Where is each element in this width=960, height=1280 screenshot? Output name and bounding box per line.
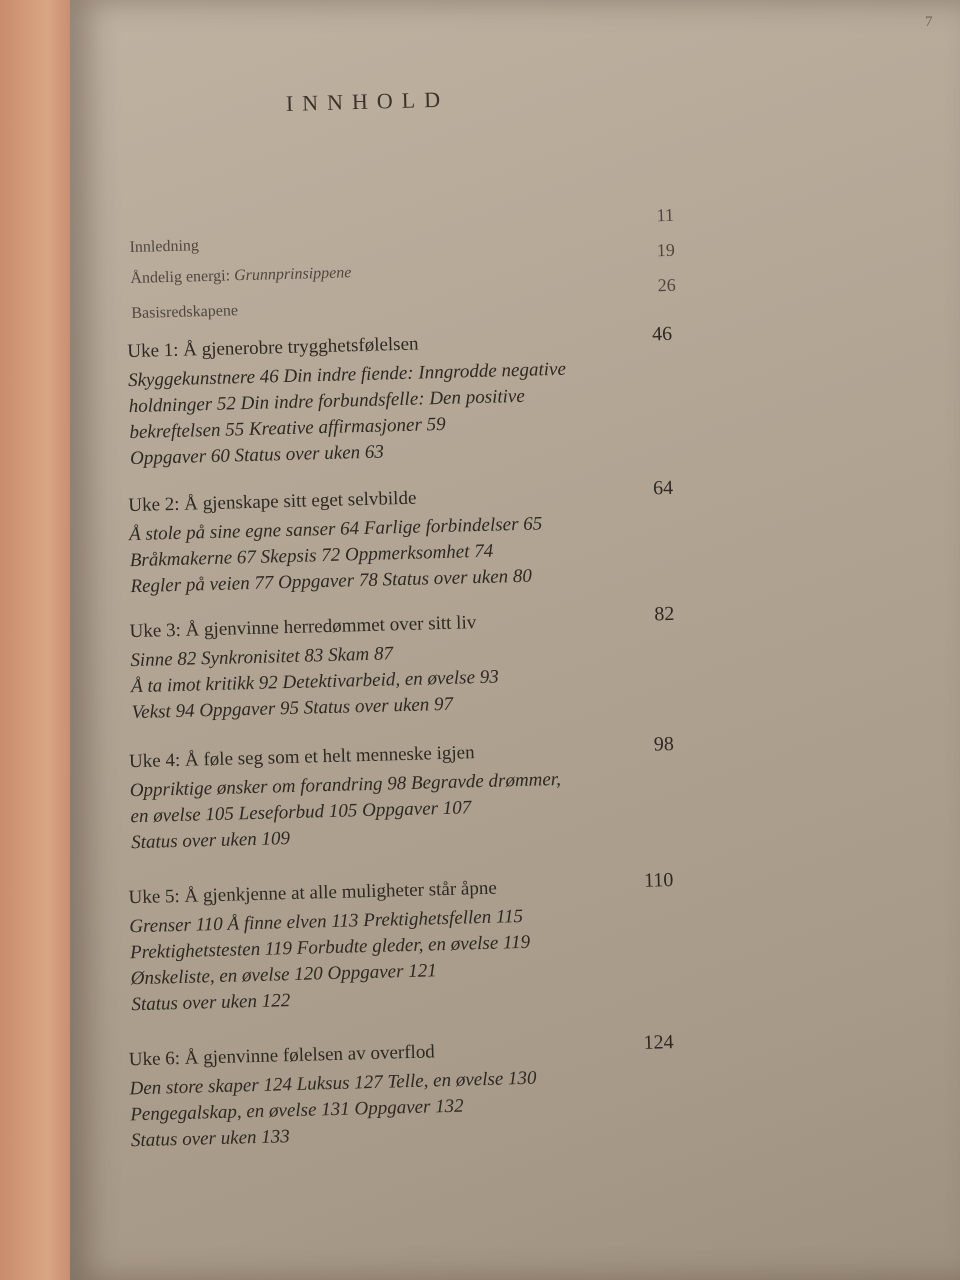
section-heading: Uke 2: Å gjenskape sitt eget selvbilde: [128, 487, 417, 517]
section-line: Pengegalskap, en øvelse 131 Oppgaver 132: [130, 1095, 464, 1126]
toc-entry-label: Basisredskapene: [131, 302, 239, 323]
toc-section-week-5: [128, 869, 676, 1018]
section-line: Skyggekunstnere 46 Din indre fiende: Inngrodde negative: [127, 358, 567, 392]
section-line: Oppriktige ønsker om forandring 98 Begravde drømmer,: [129, 768, 562, 802]
toc-section-week-4: [128, 732, 677, 856]
section-line: Ønskeliste, en øvelse 120 Oppgaver 121: [130, 960, 437, 990]
section-heading: Uke 4: Å føle seg som et helt menneske igjen: [128, 742, 475, 773]
toc-entry-page: 19: [656, 239, 676, 261]
toc-entry-label: Åndelig energi: Grunnprinsippene: [130, 264, 352, 288]
toc-section-week-6: [128, 1031, 677, 1154]
toc-section-week-3: [129, 602, 677, 726]
section-page: 64: [652, 476, 674, 500]
page-number: 7: [925, 14, 933, 30]
section-page: 46: [651, 322, 673, 346]
section-page: 82: [654, 602, 675, 626]
section-line: Prektighetstesten 119 Forbudte gleder, en øvelse 119: [129, 931, 531, 964]
toc-entry-page: 26: [657, 274, 677, 296]
section-line: holdninger 52 Din indre forbundsfelle: Den positive: [128, 385, 526, 418]
section-line: bekreftelsen 55 Kreative affirmasjoner 59: [129, 413, 446, 444]
section-line: Regler på veien 77 Oppgaver 78 Status over uken 80: [130, 565, 533, 598]
section-line: Bråkmakerne 67 Skepsis 72 Oppmerksomhet 74: [129, 540, 494, 572]
section-line: en øvelse 105 Leseforbud 105 Oppgaver 107: [130, 797, 472, 828]
section-line: Å stole på sine egne sanser 64 Farlige forbindelser 65: [128, 513, 543, 546]
contents-title: INNHOLD: [285, 86, 450, 116]
section-line: Status over uken 122: [131, 990, 291, 1016]
toc-entry-page: 11: [656, 204, 675, 226]
section-page: 98: [653, 732, 675, 756]
section-page: 110: [643, 869, 674, 892]
section-line: Status over uken 133: [130, 1126, 291, 1152]
section-heading: Uke 6: Å gjenvinne følelsen av overflod: [128, 1041, 436, 1071]
section-page: 124: [643, 1031, 674, 1054]
section-line: Oppgaver 60 Status over uken 63: [129, 441, 385, 470]
section-line: Sinne 82 Synkronisitet 83 Skam 87: [130, 643, 394, 672]
section-line: Å ta imot kritikk 92 Detektivarbeid, en øvelse 93: [130, 666, 500, 698]
section-line: Vekst 94 Oppgaver 95 Status over uken 97: [131, 693, 454, 724]
toc-entry-label: Innledning: [129, 237, 200, 257]
section-heading: Uke 3: Å gjenvinne herredømmet over sitt liv: [129, 612, 477, 643]
toc-section-week-1: [127, 322, 675, 472]
section-line: Den store skaper 124 Luksus 127 Telle, en øvelse 130: [129, 1067, 537, 1100]
section-line: Status over uken 109: [130, 828, 291, 854]
section-heading: Uke 1: Å gjenerobre trygghetsfølelsen: [127, 333, 419, 363]
toc-section-week-2: [128, 476, 676, 600]
section-line: Grenser 110 Å finne elven 113 Prektighetsfellen 115: [129, 905, 524, 938]
section-heading: Uke 5: Å gjenkjenne at alle muligheter står åpne: [128, 877, 498, 909]
